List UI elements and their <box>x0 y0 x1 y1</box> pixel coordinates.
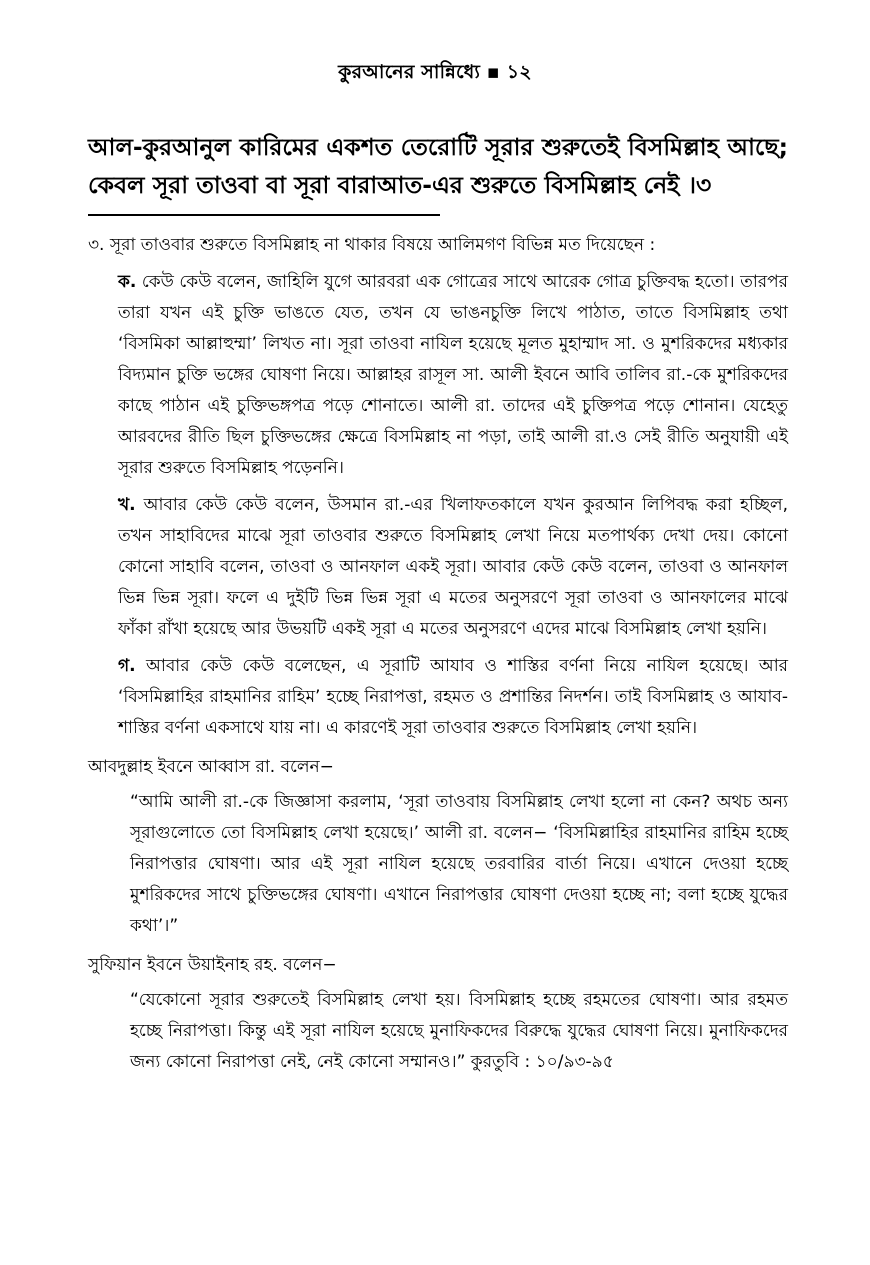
opinion-marker: খ. <box>118 495 136 515</box>
narration-quote: “যেকোনো সূরার শুরুতেই বিসমিল্লাহ লেখা হয়। বিসমিল্লাহ হচ্ছে রহমতের ঘোষণা। আর রহমত হচ্ছে নিরাপত্তা। কিন্তু এই সূরা নাযিল হয়েছে মুনাফিকদের বিরুদ্ধে যুদ্ধের ঘোষণা নিয়ে। মুনাফিকদের জন্য কোনো নিরাপত্তা নেই, নেই কোনো সম্মানও।” কুরতুবি : ১০/৯৩-৯৫ <box>130 990 788 1072</box>
opinion-paragraph <box>118 267 788 484</box>
opinion-text: আবার কেউ কেউ বলেছেন, এ সূরাটি আযাব ও শাস্তির বর্ণনা নিয়ে নাযিল হয়েছে। আর ‘বিসমিল্লাহির রাহমানির রাহিম’ হচ্ছে নিরাপত্তা, রহমত ও প্রশান্তির নিদর্শন। তাই বিসমিল্লাহ ও আযাব-শাস্তির বর্ণনা একসাথে যায় না। এ কারণেই সূরা তাওবার শুরুতে বিসমিল্লাহ লেখা হয়নি। <box>118 656 788 738</box>
narration-quote: “আমি আলী রা.-কে জিজ্ঞাসা করলাম, ‘সূরা তাওবায় বিসমিল্লাহ লেখা হলো না কেন? অথচ অন্য সূরাগুলোতে তো বিসমিল্লাহ লেখা হয়েছে।’ আলী রা. বলেন− ‘বিসমিল্লাহির রাহমানির রাহিম হচ্ছে নিরাপত্তার ঘোষণা। আর এই সূরা নাযিল হয়েছে তরবারির বার্তা নিয়ে। এখানে দেওয়া হচ্ছে মুশরিকদের সাথে চুক্তিভঙ্গের ঘোষণা। এখানে নিরাপত্তার ঘোষণা দেওয়া হচ্ছে না; বলা হচ্ছে যুদ্ধের কথা’।” <box>130 792 788 936</box>
opinion-paragraph <box>118 651 788 744</box>
opinion-text: আবার কেউ কেউ বলেন, উসমান রা.-এর খিলাফতকালে যখন কুরআন লিপিবদ্ধ করা হচ্ছিল, তখন সাহাবিদের মাঝে সূরা তাওবার শুরুতে বিসমিল্লাহ লেখা নিয়ে মতপার্থক্য দেখা দেয়। কোনো কোনো সাহাবি বলেন, তাওবা ও আনফাল একই সূরা। আবার কেউ কেউ বলেন, তাওবা ও আনফাল ভিন্ন ভিন্ন সূরা। ফলে এ দুইটি ভিন্ন ভিন্ন সূরা এ মতের অনুসরণে সূরা তাওবা ও আনফালের মাঝে ফাঁকা রাঁখা হয়েছে আর উভয়টি একই সূরা এ মতের অনুসরণে এদের মাঝে বিসমিল্লাহ লেখা হয়নি। <box>118 495 788 639</box>
opinion-marker: গ. <box>118 656 136 676</box>
narration-attribution: সুফিয়ান ইবনে উয়াইনাহ রহ. বলেন− <box>88 955 337 975</box>
opinion-marker: ক. <box>118 272 137 292</box>
opinion-paragraph <box>118 490 788 645</box>
main-paragraph: আল-কুরআনুল কারিমের একশত তেরোটি সূরার শুরুতেই বিসমিল্লাহ আছে; কেবল সূরা তাওবা বা সূরা বারাআত-এর শুরুতে বিসমিল্লাহ নেই ।৩ <box>88 133 788 199</box>
footnote-divider <box>88 214 440 216</box>
opinion-text: কেউ কেউ বলেন, জাহিলি যুগে আরবরা এক গোত্রের সাথে আরেক গোত্র চুক্তিবদ্ধ হতো। তারপর তারা যখন এই চুক্তি ভাঙতে যেত, তখন যে ভাঙনচুক্তি লিখে পাঠাত, তাতে বিসমিল্লাহ তথা ‘বিসমিকা আল্লাহুম্মা’ লিখত না। সূরা তাওবা নাযিল হয়েছে মূলত মুহাম্মাদ সা. ও মুশরিকদের মধ্যকার বিদ্যমান চুক্তি ভঙ্গের ঘোষণা নিয়ে। আল্লাহর রাসূল সা. আলী ইবনে আবি তালিব রা.-কে মুশরিকদের কাছে পাঠান এই চুক্তিভঙ্গপত্র পড়ে শোনাতে। আলী রা. তাদের এই চুক্তিপত্র পড়ে শোনান। যেহেতু আরবদের রীতি ছিল চুক্তিভঙ্গের ক্ষেত্রে বিসমিল্লাহ না পড়া, তাই আলী রা.ও সেই রীতি অনুযায়ী এই সূরার শুরুতে বিসমিল্লাহ পড়েননি। <box>118 272 788 478</box>
running-header: কুরআনের সান্নিধ্যে ▪ ১২ <box>338 61 532 83</box>
footnote-intro: ৩. সূরা তাওবার শুরুতে বিসমিল্লাহ না থাকার বিষয়ে আলিমগণ বিভিন্ন মত দিয়েছেন : <box>88 235 656 255</box>
footnote-section <box>88 230 788 1084</box>
narration-attribution: আবদুল্লাহ ইবনে আব্বাস রা. বলেন− <box>88 757 334 777</box>
